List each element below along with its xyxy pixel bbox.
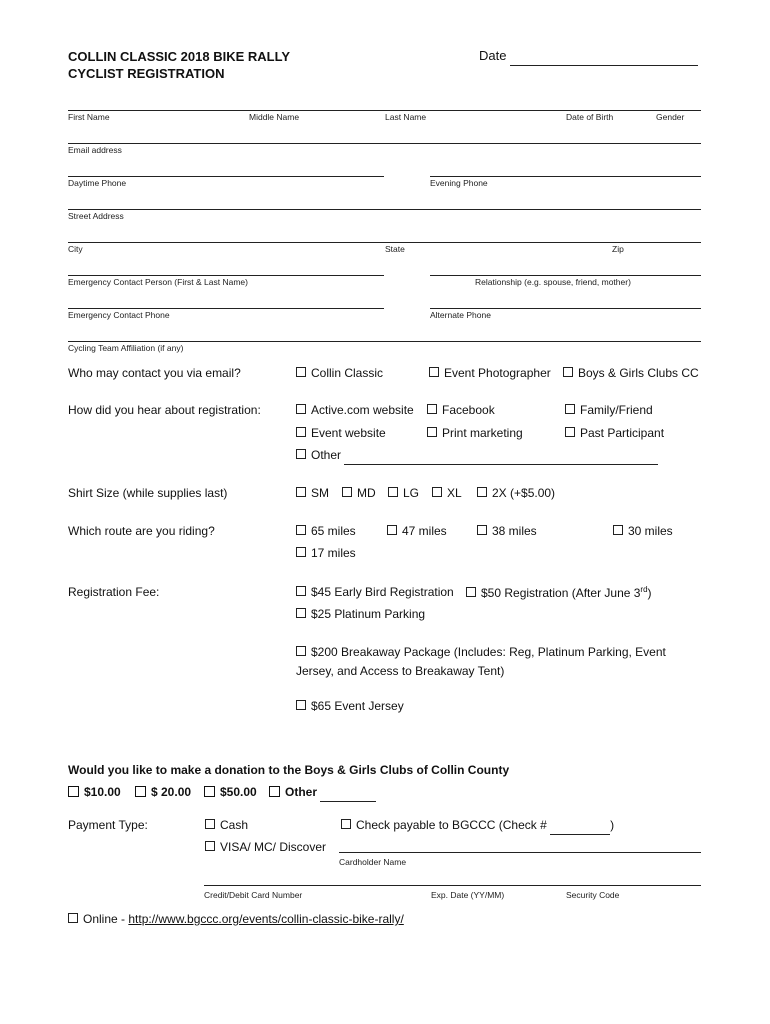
- cardholder-line[interactable]: [339, 852, 701, 853]
- form-title: COLLIN CLASSIC 2018 BIKE RALLY: [68, 49, 291, 64]
- payment-option-check[interactable]: Check payable to BGCCC (Check # ): [341, 818, 614, 835]
- emergency-person-line[interactable]: [68, 275, 384, 276]
- emergency-phone-line[interactable]: [68, 308, 384, 309]
- checkbox-icon[interactable]: [466, 587, 476, 597]
- alternate-phone-line[interactable]: [430, 308, 701, 309]
- checkbox-icon[interactable]: [296, 404, 306, 414]
- checkbox-icon[interactable]: [205, 819, 215, 829]
- zip-label: Zip: [612, 244, 624, 254]
- checkbox-icon[interactable]: [427, 427, 437, 437]
- contact-option-collin[interactable]: Collin Classic: [296, 366, 383, 380]
- checkbox-icon[interactable]: [565, 427, 575, 437]
- cardholder-label: Cardholder Name: [339, 857, 407, 867]
- checkbox-icon[interactable]: [387, 525, 397, 535]
- team-line[interactable]: [68, 341, 701, 342]
- exp-date-label: Exp. Date (YY/MM): [431, 890, 505, 900]
- checkbox-icon[interactable]: [204, 786, 215, 797]
- donation-option-10[interactable]: $10.00: [68, 785, 121, 799]
- other-input-line[interactable]: [344, 450, 658, 465]
- shirt-option-2x[interactable]: 2X (+$5.00): [477, 486, 555, 500]
- fee-option-breakaway[interactable]: $200 Breakaway Package (Includes: Reg, Platinum Parking, Event: [296, 645, 666, 659]
- checkbox-icon[interactable]: [296, 547, 306, 557]
- checkbox-icon[interactable]: [68, 913, 78, 923]
- state-label: State: [385, 244, 405, 254]
- checkbox-icon[interactable]: [427, 404, 437, 414]
- checkbox-icon[interactable]: [477, 525, 487, 535]
- checkbox-icon[interactable]: [296, 608, 306, 618]
- city-state-zip-line[interactable]: [68, 242, 701, 243]
- donation-option-other[interactable]: Other: [269, 785, 376, 802]
- date-line: [510, 50, 698, 66]
- street-line[interactable]: [68, 209, 701, 210]
- checkbox-icon[interactable]: [613, 525, 623, 535]
- donation-other-line[interactable]: [320, 787, 376, 802]
- checkbox-icon[interactable]: [565, 404, 575, 414]
- checkbox-icon[interactable]: [563, 367, 573, 377]
- city-label: City: [68, 244, 83, 254]
- checkbox-icon[interactable]: [296, 487, 306, 497]
- hear-question: How did you hear about registration:: [68, 403, 261, 417]
- checkbox-icon[interactable]: [68, 786, 79, 797]
- checkbox-icon[interactable]: [429, 367, 439, 377]
- payment-option-card[interactable]: VISA/ MC/ Discover: [205, 840, 326, 854]
- hear-option-past[interactable]: Past Participant: [565, 426, 664, 440]
- dob-label: Date of Birth: [566, 112, 614, 122]
- card-number-line[interactable]: [204, 885, 701, 886]
- hear-option-event-website[interactable]: Event website: [296, 426, 386, 440]
- contact-option-photographer[interactable]: Event Photographer: [429, 366, 551, 380]
- online-registration-link[interactable]: http://www.bgccc.org/events/collin-classic-bike-rally/: [128, 912, 404, 926]
- shirt-option-lg[interactable]: LG: [388, 486, 419, 500]
- route-option-17[interactable]: 17 miles: [296, 546, 356, 560]
- checkbox-icon[interactable]: [388, 487, 398, 497]
- payment-question: Payment Type:: [68, 818, 148, 832]
- hear-option-facebook[interactable]: Facebook: [427, 403, 495, 417]
- checkbox-icon[interactable]: [296, 700, 306, 710]
- checkbox-icon[interactable]: [296, 586, 306, 596]
- checkbox-icon[interactable]: [296, 449, 306, 459]
- fee-breakaway-line2: Jersey, and Access to Breakaway Tent): [296, 664, 505, 678]
- emergency-person-label: Emergency Contact Person (First & Last Name): [68, 277, 248, 287]
- check-number-line[interactable]: [550, 820, 610, 835]
- relationship-line[interactable]: [430, 275, 701, 276]
- route-question: Which route are you riding?: [68, 524, 215, 538]
- email-label: Email address: [68, 145, 122, 155]
- checkbox-icon[interactable]: [432, 487, 442, 497]
- last-name-label: Last Name: [385, 112, 427, 122]
- hear-option-other[interactable]: Other: [296, 448, 658, 465]
- donation-question: Would you like to make a donation to the Boys & Girls Clubs of Collin County: [68, 763, 510, 777]
- evening-phone-label: Evening Phone: [430, 178, 488, 188]
- security-code-label: Security Code: [566, 890, 620, 900]
- alternate-phone-label: Alternate Phone: [430, 310, 491, 320]
- fee-option-jersey[interactable]: $65 Event Jersey: [296, 699, 404, 713]
- checkbox-icon[interactable]: [296, 525, 306, 535]
- date-field[interactable]: [479, 48, 698, 66]
- first-name-label: First Name: [68, 112, 110, 122]
- card-number-label: Credit/Debit Card Number: [204, 890, 303, 900]
- fee-option-early-bird[interactable]: $45 Early Bird Registration: [296, 585, 454, 599]
- emergency-phone-label: Emergency Contact Phone: [68, 310, 170, 320]
- payment-option-online[interactable]: Online - http://www.bgccc.org/events/collin-classic-bike-rally/: [68, 912, 404, 926]
- contact-option-bgcc[interactable]: Boys & Girls Clubs CC: [563, 366, 699, 380]
- date-label: Date: [479, 48, 507, 63]
- shirt-option-sm[interactable]: SM: [296, 486, 329, 500]
- hear-option-active[interactable]: Active.com website: [296, 403, 414, 417]
- hear-option-print[interactable]: Print marketing: [427, 426, 523, 440]
- donation-option-50[interactable]: $50.00: [204, 785, 257, 799]
- street-label: Street Address: [68, 211, 124, 221]
- checkbox-icon[interactable]: [296, 646, 306, 656]
- evening-phone-line[interactable]: [430, 176, 701, 177]
- fee-option-regular[interactable]: $50 Registration (After June 3rd): [466, 585, 652, 600]
- payment-option-cash[interactable]: Cash: [205, 818, 248, 832]
- hear-option-family[interactable]: Family/Friend: [565, 403, 653, 417]
- checkbox-icon[interactable]: [477, 487, 487, 497]
- shirt-option-xl[interactable]: XL: [432, 486, 462, 500]
- checkbox-icon[interactable]: [205, 841, 215, 851]
- checkbox-icon[interactable]: [135, 786, 146, 797]
- checkbox-icon[interactable]: [296, 427, 306, 437]
- daytime-phone-line[interactable]: [68, 176, 384, 177]
- daytime-phone-label: Daytime Phone: [68, 178, 127, 188]
- relationship-label: Relationship (e.g. spouse, friend, mother): [475, 277, 631, 287]
- route-option-47[interactable]: 47 miles: [387, 524, 447, 538]
- form-subtitle: CYCLIST REGISTRATION: [68, 66, 225, 81]
- checkbox-icon[interactable]: [269, 786, 280, 797]
- donation-option-20[interactable]: $ 20.00: [135, 785, 191, 799]
- contact-question: Who may contact you via email?: [68, 366, 241, 380]
- team-label: Cycling Team Affiliation (if any): [68, 343, 184, 353]
- shirt-question: Shirt Size (while supplies last): [68, 486, 228, 500]
- route-option-65[interactable]: 65 miles: [296, 524, 356, 538]
- fee-question: Registration Fee:: [68, 585, 160, 599]
- checkbox-icon[interactable]: [342, 487, 352, 497]
- name-line[interactable]: [68, 110, 701, 111]
- shirt-option-md[interactable]: MD: [342, 486, 376, 500]
- checkbox-icon[interactable]: [341, 819, 351, 829]
- route-option-30[interactable]: 30 miles: [613, 524, 673, 538]
- gender-label: Gender: [656, 112, 685, 122]
- route-option-38[interactable]: 38 miles: [477, 524, 537, 538]
- fee-option-platinum[interactable]: $25 Platinum Parking: [296, 607, 425, 621]
- email-line[interactable]: [68, 143, 701, 144]
- middle-name-label: Middle Name: [249, 112, 300, 122]
- checkbox-icon[interactable]: [296, 367, 306, 377]
